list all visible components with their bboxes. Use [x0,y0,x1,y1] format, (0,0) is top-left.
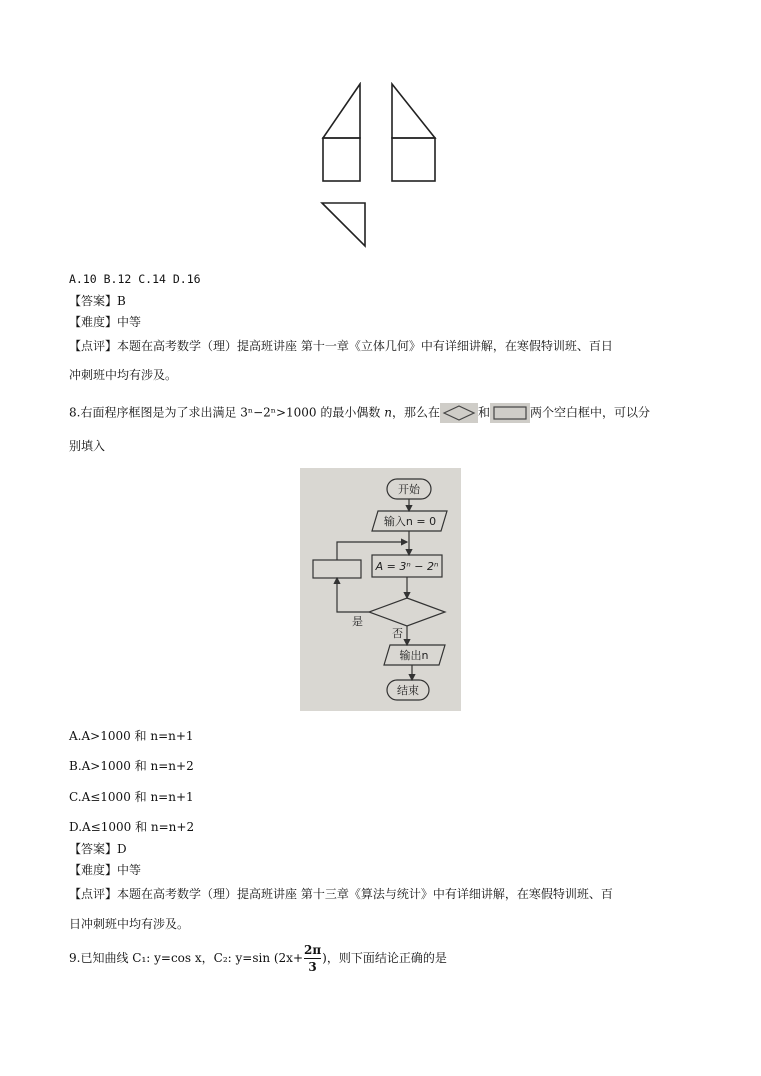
q8-stem-line1 [69,403,650,423]
q9-stem-a: 9.已知曲线 C₁: y=cos x，C₂: y=sin (2x+ [69,951,303,965]
q7-comment-line2: 冲刺班中均有涉及。 [69,368,178,382]
q7-options: A.10 B.12 C.14 D.16 [69,272,201,286]
q8-stem-n: n [384,405,392,420]
flow-input-label: 输入n = 0 [383,515,437,528]
blank-process-node [313,560,361,578]
flow-start-label: 开始 [398,483,420,496]
q8-option-a: A.A>1000 和 n=n+1 [69,729,194,743]
q9-frac-num: 2π [304,943,322,957]
flowchart [300,468,461,711]
q8-difficulty: 【难度】中等 [69,863,142,877]
q9-frac-den: 3 [308,960,317,974]
top-view-triangle [322,203,365,246]
q9-fraction [304,944,321,973]
q7-answer: 【答案】B [69,294,126,308]
flow-yes-label: 是 [352,615,363,628]
front-view-rect [323,138,360,181]
q8-stem-ineq: 3ⁿ−2ⁿ>1000 [240,405,317,420]
side-view-top-triangle [392,84,435,138]
q8-stem-d: 两个空白框中，可以分 [529,405,650,420]
rectangle-box-icon [490,403,530,423]
q8-stem-and: 和 [477,405,490,420]
q8-stem-line2: 别填入 [69,439,106,453]
q8-option-d: D.A≤1000 和 n=n+2 [69,820,195,834]
q7-comment-line1: 【点评】本题在高考数学（理）提高班讲座 第十一章《立体几何》中有详细讲解，在寒假特训班、百日 [69,339,613,353]
q8-stem-c: ，那么在 [391,405,440,420]
side-view-rect [392,138,435,181]
flowchart-svg [300,468,461,711]
flow-assign-label: A = 3ⁿ − 2ⁿ [375,560,439,573]
flow-no-label: 否 [392,627,403,640]
q8-comment-line1: 【点评】本题在高考数学（理）提高班讲座 第十三章《算法与统计》中有详细讲解，在寒假特训班、百 [69,887,613,901]
diamond-box-icon [440,403,478,423]
front-view-top-triangle [323,84,360,138]
q7-difficulty: 【难度】中等 [69,315,142,329]
q8-stem-a: 8.右面程序框图是为了求出满足 [69,405,241,420]
q8-option-c: C.A≤1000 和 n=n+1 [69,790,194,804]
q8-option-b: B.A>1000 和 n=n+2 [69,759,194,773]
q8-answer: 【答案】D [69,842,127,856]
three-view-figure [318,82,442,252]
q9-stem [69,942,447,974]
q9-stem-b: )，则下面结论正确的是 [322,951,447,965]
q8-comment-line2: 日冲刺班中均有涉及。 [69,917,190,931]
blank-decision-node [369,598,445,626]
q8-stem-b: 的最小偶数 [316,405,385,420]
flow-output-label: 输出n [399,649,429,662]
flow-end-label: 结束 [397,684,419,697]
